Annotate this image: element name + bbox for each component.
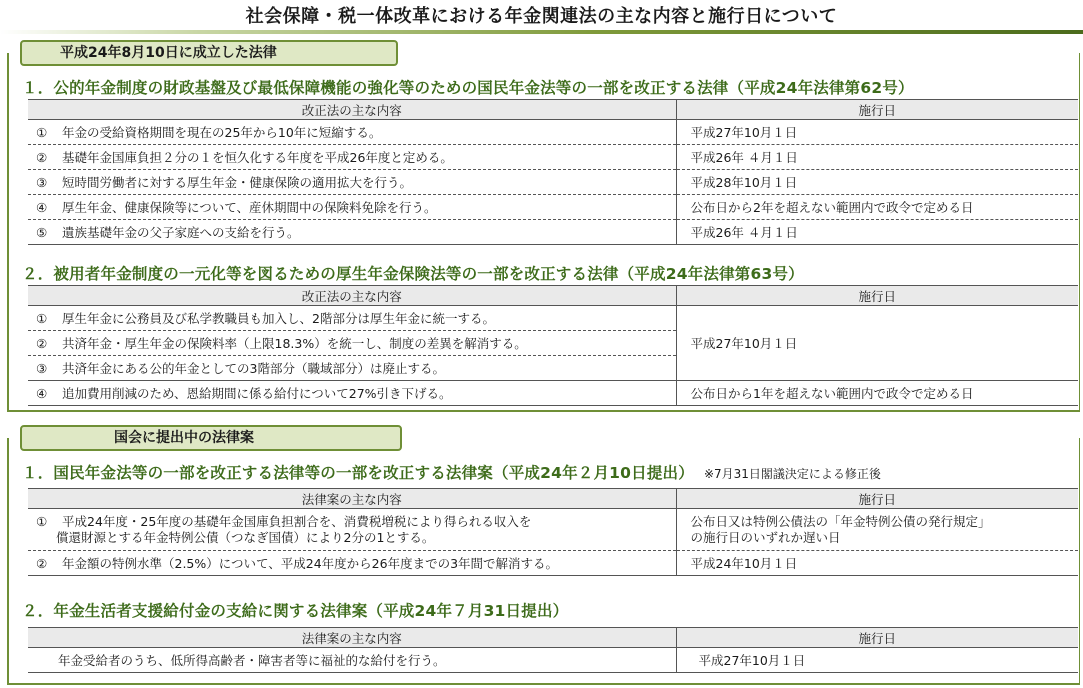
row-number: ⑤ xyxy=(36,225,48,240)
table-header-row xyxy=(28,489,1078,509)
table-row xyxy=(28,170,1078,195)
row-number: ① xyxy=(36,513,48,529)
table-header-row xyxy=(28,286,1078,306)
row-content xyxy=(28,381,676,406)
table-row xyxy=(28,648,1078,673)
row-text: 平成24年度・25年度の基礎年金国庫負担割合を、消費税増税により得られる収入を xyxy=(62,513,532,529)
row-number: ② xyxy=(36,150,48,165)
merged-date-cell: 平成27年10月１日 xyxy=(676,306,1078,381)
row-number: ① xyxy=(36,125,48,140)
bill1-revision-note: ※7月31日閣議決定による修正後 xyxy=(703,467,881,481)
row-number: ② xyxy=(36,336,48,351)
table-row xyxy=(28,195,1078,220)
row-content xyxy=(28,356,676,381)
row-date: 平成27年10月１日 xyxy=(676,120,1078,145)
table-header-row xyxy=(28,100,1078,120)
row-content xyxy=(28,145,676,170)
table-row xyxy=(28,306,1078,331)
table-row xyxy=(28,551,1078,576)
bill1-table xyxy=(28,488,1078,576)
row-number: ③ xyxy=(36,361,48,376)
row-date: 平成26年 ４月１日 xyxy=(676,145,1078,170)
bill2-table xyxy=(28,627,1078,673)
bill2-heading: ２．年金生活者支援給付金の支給に関する法律案（平成24年７月31日提出） xyxy=(22,602,569,620)
table-row xyxy=(28,381,1078,406)
law1-heading: １．公的年金制度の財政基盤及び最低保障機能の強化等のための国民年金法等の一部を改正する法律（平成24年法律第62号） xyxy=(22,79,914,97)
column-header-date: 施行日 xyxy=(676,489,1078,509)
column-header-content: 法律案の主な内容 xyxy=(28,489,676,509)
table-row xyxy=(28,120,1078,145)
row-content xyxy=(28,195,676,220)
row-date: 平成24年10月１日 xyxy=(676,551,1078,576)
row-date-line2: の施行日のいずれか遅い日 xyxy=(690,529,841,545)
row-date: 公布日から1年を超えない範囲内で政令で定める日 xyxy=(676,381,1078,406)
row-text: 基礎年金国庫負担２分の１を恒久化する年度を平成26年度と定める。 xyxy=(62,150,453,165)
row-content xyxy=(28,170,676,195)
row-text: 厚生年金に公務員及び私学教職員も加入し、2階部分は厚生年金に統一する。 xyxy=(62,311,495,326)
enacted-section-tag: 平成24年8月10日に成立した法律 xyxy=(20,40,398,66)
table-row xyxy=(28,509,1078,551)
table-row xyxy=(28,145,1078,170)
row-content xyxy=(28,551,676,576)
pending-section-tag: 国会に提出中の法律案 xyxy=(20,425,402,451)
row-content xyxy=(28,220,676,245)
row-date: 平成28年10月１日 xyxy=(676,170,1078,195)
page-title: 社会保障・税一体改革における年金関連法の主な内容と施行日について xyxy=(245,6,838,27)
column-header-content: 改正法の主な内容 xyxy=(28,286,676,306)
row-number: ③ xyxy=(36,175,48,190)
row-content xyxy=(28,120,676,145)
row-date: 公布日から2年を超えない範囲内で政令で定める日 xyxy=(676,195,1078,220)
row-content xyxy=(28,509,676,551)
row-date-line1: 公布日又は特例公債法の「年金特例公債の発行規定」 xyxy=(690,513,991,529)
row-text: 共済年金・厚生年金の保険料率（上限18.3%）を統一し、制度の差異を解消する。 xyxy=(62,336,527,351)
column-header-date: 施行日 xyxy=(676,628,1078,648)
row-content xyxy=(28,306,676,331)
row-text: 年金額の特例水準（2.5%）について、平成24年度から26年度までの3年間で解消する。 xyxy=(62,556,559,571)
table-row xyxy=(28,220,1078,245)
row-text: 短時間労働者に対する厚生年金・健康保険の適用拡大を行う。 xyxy=(62,175,413,190)
row-text: 共済年金にある公的年金としての3階部分（職域部分）は廃止する。 xyxy=(62,361,445,376)
title-rule xyxy=(0,30,1083,34)
row-date: 平成26年 ４月１日 xyxy=(676,220,1078,245)
row-date xyxy=(676,509,1078,551)
row-content: 年金受給者のうち、低所得高齢者・障害者等に福祉的な給付を行う。 xyxy=(28,648,676,673)
table-header-row xyxy=(28,628,1078,648)
column-header-content: 改正法の主な内容 xyxy=(28,100,676,120)
row-text-line1 xyxy=(36,514,668,530)
law1-table xyxy=(28,99,1078,245)
row-text-line2: 償還財源とする年金特例公債（つなぎ国債）により2分の1とする。 xyxy=(56,529,435,545)
bill1-heading xyxy=(22,461,881,483)
row-text: 年金の受給資格期間を現在の25年から10年に短縮する。 xyxy=(62,125,382,140)
row-number: ④ xyxy=(36,200,48,215)
law2-heading: ２．被用者年金制度の一元化等を図るための厚生年金保険法等の一部を改正する法律（平成24年法律第63号） xyxy=(22,265,804,283)
row-number: ④ xyxy=(36,386,48,401)
row-text: 追加費用削減のため、恩給期間に係る給付について27%引き下げる。 xyxy=(62,386,452,401)
column-header-content: 法律案の主な内容 xyxy=(28,628,676,648)
law2-table xyxy=(28,285,1078,406)
row-text: 厚生年金、健康保険等について、産休期間中の保険料免除を行う。 xyxy=(62,200,437,215)
row-date: 平成27年10月１日 xyxy=(676,648,1078,673)
row-number: ② xyxy=(36,556,48,571)
bill1-heading-text: １．国民年金法等の一部を改正する法律等の一部を改正する法律案（平成24年２月10日提出） xyxy=(22,464,694,482)
row-text: 遺族基礎年金の父子家庭への支給を行う。 xyxy=(62,225,300,240)
row-content xyxy=(28,331,676,356)
column-header-date: 施行日 xyxy=(676,286,1078,306)
column-header-date: 施行日 xyxy=(676,100,1078,120)
row-number: ① xyxy=(36,311,48,326)
